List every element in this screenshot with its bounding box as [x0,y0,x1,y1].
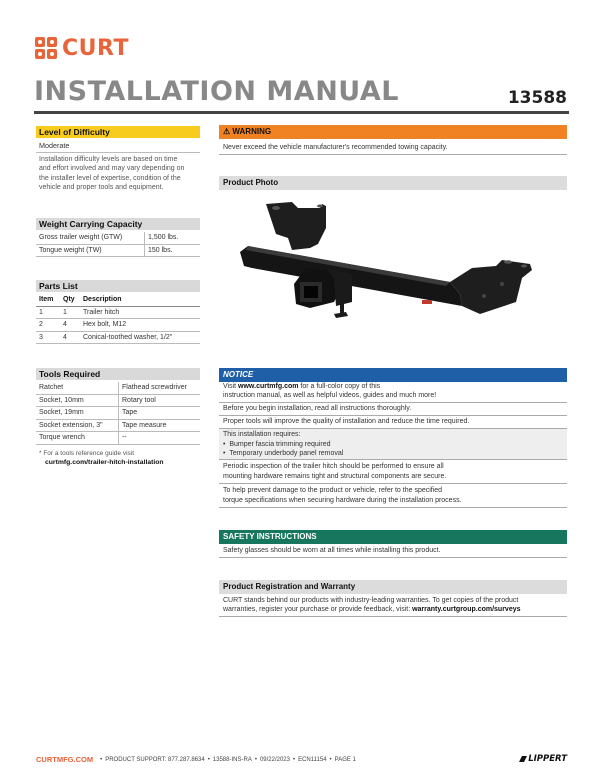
notice-periodic: Periodic inspection of the trailer hitch should be performed to ensure all [223,463,444,470]
table-row [36,394,200,407]
part-item: 3 [36,331,60,344]
requirement-text: Temporary underbody panel removal [229,450,344,457]
footer-separator: • [292,756,296,763]
table-row [36,432,200,445]
divider [219,415,567,416]
table-row [36,232,200,244]
warning-text: Never exceed the vehicle manufacturer's recommended towing capacity. [223,144,448,151]
tool-name: Tape measure [119,419,201,432]
trailer-hitch-image [240,198,545,336]
column-header-item: Item [36,294,60,306]
footer-separator: • [254,756,257,763]
warranty-link[interactable]: warranty.curtgroup.com/surveys [412,606,521,613]
table-row [36,407,200,420]
column-header-description: Description [80,294,200,306]
description-line: and effort involved and may vary depending on [39,165,185,173]
part-item: 1 [36,306,60,319]
visit-prefix: Visit [223,383,239,390]
column-header-qty: Qty [60,294,80,306]
part-description: Conical-toothed washer, 1/2" [80,331,200,344]
page-title: INSTALLATION MANUAL [34,76,399,107]
divider [219,557,567,558]
photo-heading: Product Photo [219,176,567,190]
capacity-label: Tongue weight (TW) [36,244,145,257]
table-row [36,331,200,344]
curtmfg-link[interactable]: www.curtmfg.com [238,383,299,390]
footer-ecn: ECN11154 [298,756,327,763]
safety-text: Safety glasses should be worn at all times while installing this product. [223,547,441,554]
footer-doc: 13588-INS-RA [212,756,252,763]
table-row [36,382,200,394]
part-qty: 1 [60,306,80,319]
visit-suffix: for a full-color copy of this [298,383,381,390]
warning-heading-label: WARNING [232,127,272,136]
tools-reference-link[interactable]: curtmfg.com/trailer-hitch-installation [45,459,164,466]
lippert-logo-icon [518,755,528,763]
tool-name: Torque wrench [36,432,119,445]
part-item: 2 [36,319,60,332]
registration-text: CURT stands behind our products with industry-leading warranties. To get copies of the product [223,597,519,604]
table-row [36,306,200,319]
tool-name: Socket, 19mm [36,407,119,420]
footer-separator: • [100,756,103,763]
lippert-name: LIPPERT [528,754,567,764]
requirements-title: This installation requires: [223,431,301,438]
description-line: Installation difficulty levels are based on time [39,156,178,163]
warning-icon: ⚠ [223,127,231,136]
difficulty-heading: Level of Difficulty [36,126,200,138]
description-line: the installer level of expertise, condition of the [39,174,181,182]
requirement-item: • Temporary underbody panel removal [223,450,344,457]
capacity-table [36,232,200,257]
divider [219,459,567,460]
header-divider [34,111,569,114]
footer [36,755,356,764]
footer-date: 09/22/2023 [259,756,290,763]
tool-name: Socket, 10mm [36,394,119,407]
registration-heading: Product Registration and Warranty [219,580,567,594]
tool-name: Socket extension, 3" [36,419,119,432]
parts-table [36,294,200,344]
part-qty: 4 [60,331,80,344]
notice-damage: To help prevent damage to the product or vehicle, refer to the specified [223,487,443,494]
divider [219,402,567,403]
notice-read: Before you begin installation, read all instructions thoroughly. [223,405,412,412]
notice-periodic: mounting hardware remains tight and structural components are secure. [223,473,447,480]
lippert-logo [518,754,567,764]
difficulty-description [39,155,184,193]
footer-site-link[interactable]: CURTMFG.COM [36,755,94,764]
table-header-row [36,294,200,306]
registration-text-2 [223,605,567,615]
brand-name: CURT [62,35,129,61]
capacity-label: Gross trailer weight (GTW) [36,232,145,244]
notice-damage: torque specifications when securing hardware during the installation process. [223,497,462,504]
part-qty: 4 [60,319,80,332]
parts-heading: Parts List [36,280,200,292]
capacity-value: 1,500 lbs. [145,232,201,244]
notice-heading: NOTICE [219,368,567,382]
warning-heading [219,125,567,139]
curt-logo [34,36,129,60]
footer-separator: • [329,756,332,763]
divider [219,154,567,155]
tools-note: * For a tools reference guide visit [39,450,135,457]
footer-support: PRODUCT SUPPORT: 877.287.8634 [105,756,205,763]
notice-visit-line-2: instruction manual, as well as helpful videos, guides and much more! [223,392,437,399]
capacity-value: 150 lbs. [145,244,201,257]
footer-page: PAGE 1 [334,756,356,763]
description-line: vehicle and proper tools and equipment. [39,184,164,192]
part-description: Hex bolt, M12 [80,319,200,332]
divider [36,152,200,153]
divider [219,507,567,508]
difficulty-level: Moderate [39,141,70,150]
requirement-text: Bumper fascia trimming required [229,441,331,448]
table-row [36,244,200,257]
tool-name: Flathead screwdriver [119,382,201,394]
footer-separator: • [207,756,210,763]
part-number: 13588 [507,88,567,108]
tool-name: Rotary tool [119,394,201,407]
table-row [36,319,200,332]
part-description: Trailer hitch [80,306,200,319]
tool-name: Ratchet [36,382,119,394]
divider [219,616,567,617]
notice-proper-tools: Proper tools will improve the quality of installation and reduce the time required. [223,418,470,425]
curt-logo-icon [34,36,58,60]
tools-heading: Tools Required [36,368,200,380]
capacity-heading: Weight Carrying Capacity [36,218,200,230]
tool-name: -- [119,432,201,445]
safety-heading: SAFETY INSTRUCTIONS [219,530,567,544]
divider [219,483,567,484]
tools-table [36,382,200,445]
registration-prefix: warranties, register your purchase or provide feedback, visit: [223,606,413,613]
tool-name: Tape [119,407,201,420]
table-row [36,419,200,432]
requirement-item: • Bumper fascia trimming required [223,441,331,448]
